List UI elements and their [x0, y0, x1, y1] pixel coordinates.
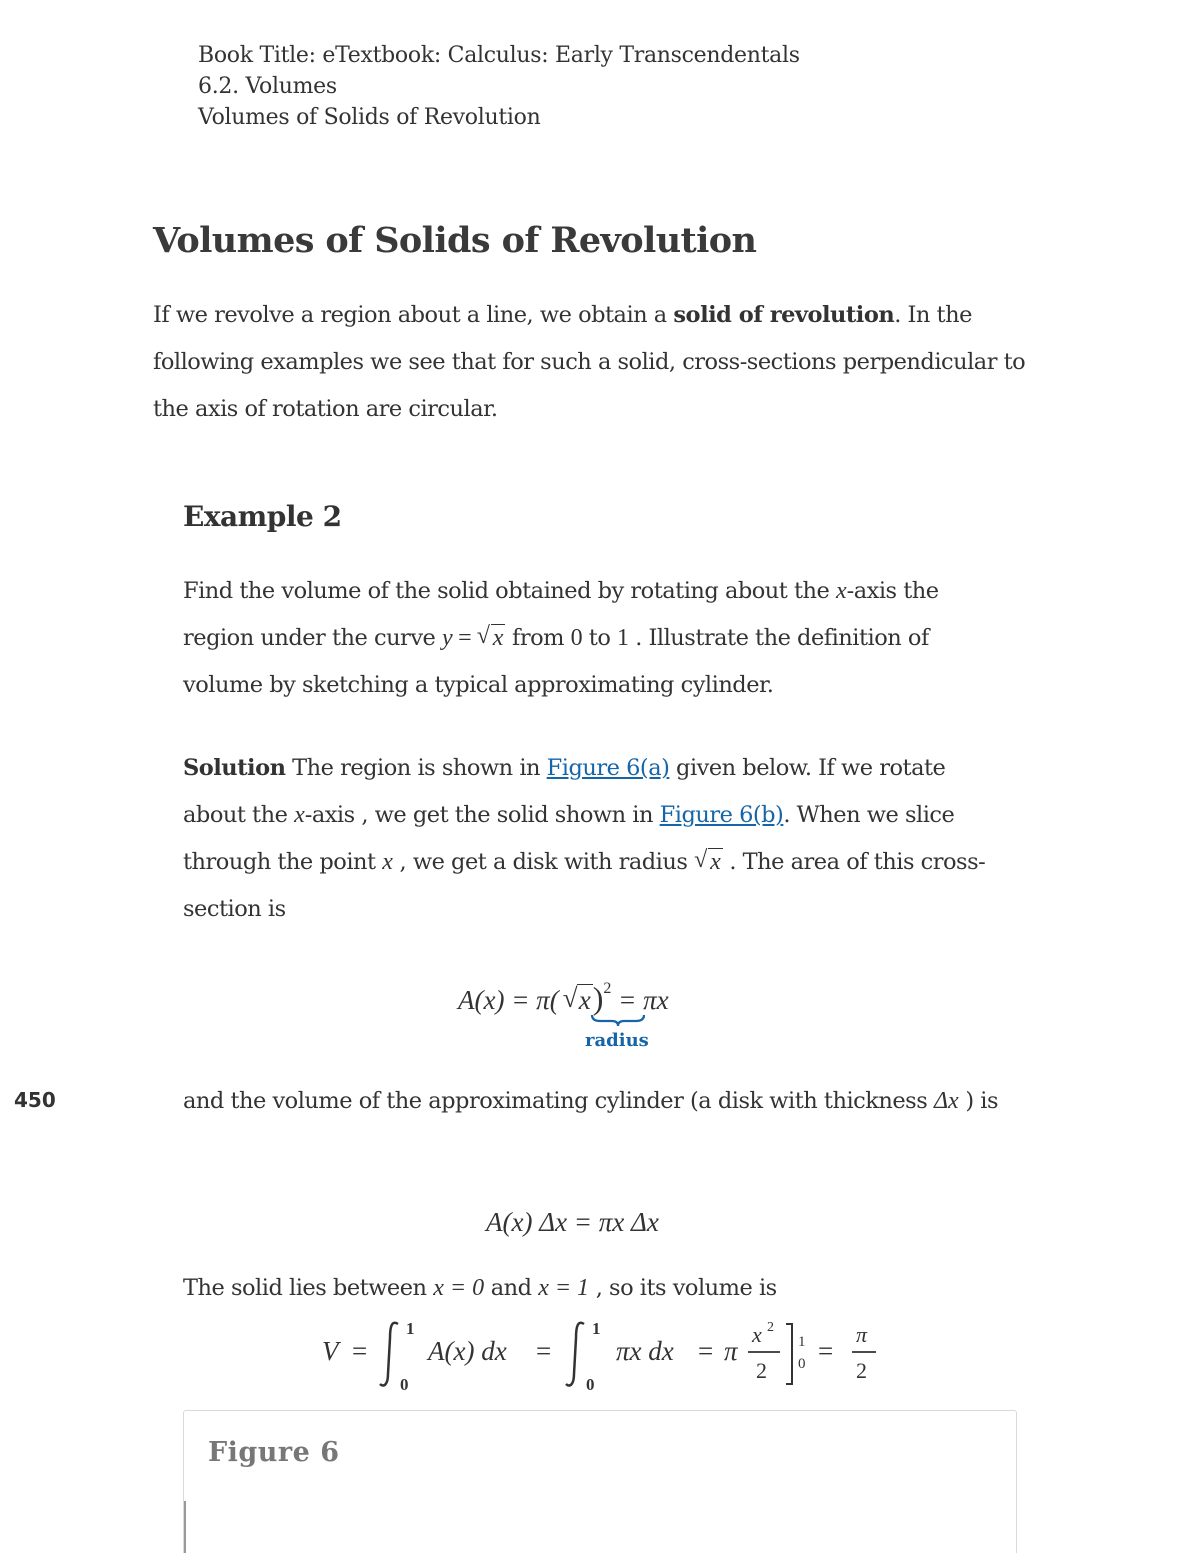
between-text-3: , so its volume is [589, 1275, 777, 1301]
solution-label: Solution [183, 755, 286, 781]
math-radius-radicand: x [710, 849, 721, 875]
math-cond-2: x = 1 [538, 1275, 590, 1301]
math-radius-sqrt: √ x [694, 847, 721, 875]
integral-integrand-1: A(x) dx [428, 1336, 507, 1366]
book-header [198, 40, 800, 133]
math-axis-var: x [836, 578, 847, 604]
integral-eq-3: = [698, 1336, 714, 1366]
between-text-1: The solid lies between [183, 1275, 434, 1301]
volume-text-2: ) is [958, 1088, 999, 1114]
figure-content-edge [184, 1501, 186, 1553]
problem-text-1: Find the volume of the solid obtained by rotating about the [183, 578, 836, 604]
area-equation [458, 980, 669, 1017]
area-eq-close-paren: ) [592, 980, 604, 1016]
solution-text-5: , we get a disk with radius [392, 849, 695, 875]
subsection-title: Volumes of Solids of Revolution [198, 105, 541, 130]
integral-pi: π [724, 1336, 738, 1366]
solution-text-2: given below. If we rotate about the [183, 755, 946, 828]
intro-text-before: If we revolve a region about a line, we obtain a [153, 302, 674, 328]
figure-6-panel [183, 1410, 1017, 1553]
cylinder-volume-text [183, 1078, 1013, 1125]
solution-text-4: . When we slice through the point [183, 802, 955, 875]
math-to-val: 1 [617, 625, 629, 651]
integral-v: V [322, 1336, 339, 1366]
math-sqrt-x: √ x [476, 623, 504, 651]
solution-text-3: , we get the solid shown in [354, 802, 660, 828]
area-eq-rhs: = πx [611, 985, 669, 1015]
intro-bold-term: solid of revolution [673, 302, 895, 328]
problem-text-2: the region under the curve [183, 578, 939, 651]
math-sqrt-radicand: x [492, 625, 504, 651]
math-curve-eq: = [452, 625, 477, 651]
math-cond-1: x = 0 [433, 1275, 485, 1301]
integral-integrand-2: πx dx [616, 1336, 674, 1366]
example-solution [183, 745, 1013, 933]
integral-result-den: 2 [856, 1358, 867, 1383]
problem-text-3: from [505, 625, 571, 651]
volume-integral [320, 1318, 890, 1393]
math-point-var: x [382, 849, 393, 875]
example-title: Example 2 [183, 500, 342, 533]
intro-paragraph [153, 292, 1053, 433]
area-eq-radicand: x [578, 985, 591, 1015]
volume-text-1: and the volume of the approximating cylinder (a disk with thickness [183, 1088, 934, 1114]
problem-text-5: . Illustrate the definition of volume by sketching a typical approximating cylinder. [183, 625, 929, 698]
integral-lower-1: 0 [400, 1375, 409, 1393]
integral-lower-2: 0 [586, 1375, 595, 1393]
figure-label: Figure 6 [208, 1437, 340, 1468]
math-from-val: 0 [570, 625, 583, 651]
figure-6a-link[interactable]: Figure 6(a) [546, 755, 670, 781]
between-text [183, 1265, 1013, 1312]
page-title: Volumes of Solids of Revolution [153, 220, 757, 261]
integral-frac-num: x [752, 1322, 762, 1347]
integral-frac-exp: 2 [767, 1320, 774, 1335]
integral-frac-den: 2 [756, 1358, 767, 1383]
cylinder-equation: A(x) Δx = πx Δx [486, 1207, 659, 1237]
math-axis-var-2: x [294, 802, 305, 828]
axis-suffix: -axis [846, 578, 897, 604]
integral-upper-1: 1 [406, 1319, 415, 1338]
figure-6b-link[interactable]: Figure 6(b) [659, 802, 784, 828]
integral-eval-bracket [786, 1324, 792, 1384]
radius-label: radius [585, 1030, 649, 1051]
example-problem [183, 568, 1013, 709]
integral-eval-upper: 1 [798, 1334, 806, 1350]
page-number: 450 [14, 1088, 56, 1112]
integral-eq-1: = [352, 1336, 368, 1366]
area-eq-exponent: 2 [603, 980, 612, 997]
integral-sign-1 [380, 1323, 398, 1386]
area-eq-lhs: A(x) = π( [458, 985, 559, 1015]
math-delta-x: Δx [933, 1088, 959, 1114]
integral-upper-2: 1 [592, 1319, 601, 1338]
book-title: Book Title: eTextbook: Calculus: Early Transcendentals [198, 43, 800, 68]
integral-sign-2 [566, 1323, 584, 1386]
solution-text-6: . The area of this cross-section is [183, 849, 986, 922]
axis-suffix-2: -axis [304, 802, 355, 828]
section-title: 6.2. Volumes [198, 74, 337, 99]
integral-eq-2: = [536, 1336, 552, 1366]
solution-text-1: The region is shown in [285, 755, 547, 781]
integral-eval-lower: 0 [798, 1356, 806, 1372]
math-curve-lhs: y [442, 625, 453, 651]
underbrace-icon [590, 1013, 646, 1027]
intro-text-after: . In the following examples we see that for such a solid, cross-sections perpendicular to the axis of rotation are circular. [153, 302, 1026, 422]
integral-eq-4: = [818, 1336, 834, 1366]
between-text-2: and [484, 1275, 539, 1301]
integral-result-num: π [856, 1322, 868, 1347]
problem-text-4: to [582, 625, 618, 651]
area-eq-sqrt: √ x [562, 983, 591, 1015]
